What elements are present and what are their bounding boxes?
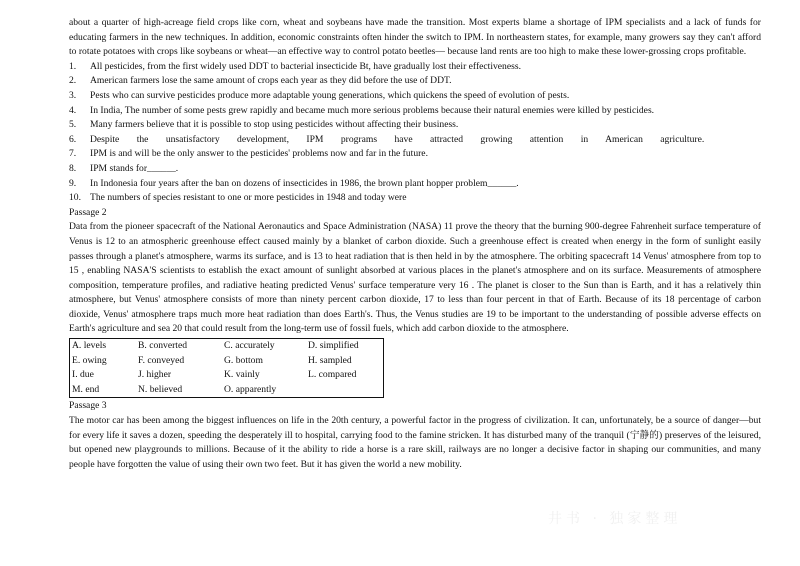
passage2-label: Passage 2 bbox=[69, 206, 107, 218]
question-number: 3. bbox=[69, 89, 77, 101]
question-item bbox=[69, 60, 761, 75]
question-number: 8. bbox=[69, 162, 77, 174]
word-bank-option: F. conveyed bbox=[138, 354, 185, 366]
word-bank-option: N. believed bbox=[138, 383, 183, 395]
question-number: 10. bbox=[69, 192, 81, 204]
word-bank-option: D. simplified bbox=[308, 340, 359, 352]
passage3-text: The motor car has been among the biggest influences on life in the 20th century, a powerful factor in the progress of civilization. It can, unfortunately, be a source of danger—but for every life it saves a dozen, speeding the desperately ill to hospital, carrying food to the famine stricken. It has disturbed many of the tranquil (宁静的) preserves of the leisured, but opened new playgrounds to millions. Because of it the ability to ride a horse is a rare skill, railways are no longer a decisive factor in shaping our communities, and many people have forgotten the value of using their own two feet. But it has given the world a new mobility. bbox=[69, 415, 761, 470]
question-item bbox=[69, 104, 761, 119]
word-bank-option: K. vainly bbox=[224, 369, 260, 381]
word-bank-option: E. owing bbox=[72, 354, 107, 366]
document-page bbox=[69, 16, 761, 472]
question-list bbox=[69, 60, 761, 206]
word-bank-option: A. levels bbox=[72, 340, 107, 352]
question-text: The numbers of species resistant to one or more pesticides in 1948 and today were bbox=[90, 192, 407, 204]
word-bank-option bbox=[306, 383, 383, 398]
passage1-tail: about a quarter of high-acreage field crops like corn, wheat and soybeans have made the transition. Most experts blame a shortage of IPM specialists and a lack of funds for educating farmers in the new techniques. In addition, economic constraints often hinder the switch to IPM. In northeastern states, for example, many growers say they can't afford to rotate potatoes with crops like soybeans or wheat—an effective way to control potato beetles— because land rents are too high to make these lower-grossing crops profitable. bbox=[69, 17, 761, 58]
question-number: 7. bbox=[69, 148, 77, 160]
question-text: All pesticides, from the first widely used DDT to bacterial insecticide Bt, have gradually lost their effectiveness. bbox=[90, 60, 521, 72]
question-text: Pests who can survive pesticides produce more adaptable young generations, which quickens the speed of evolution of pests. bbox=[90, 89, 570, 101]
watermark: 井书 · 独家整理 bbox=[548, 511, 682, 527]
word-bank-row bbox=[70, 383, 384, 398]
word-bank-option: G. bottom bbox=[224, 354, 263, 366]
word-bank-option: I. due bbox=[72, 369, 94, 381]
question-text: IPM stands for______. bbox=[90, 162, 179, 174]
question-text: In Indonesia four years after the ban on dozens of insecticides in 1986, the brown plant hopper problem______. bbox=[90, 177, 519, 189]
question-text: Despite the unsatisfactory development, IPM programs have attracted growing attention in American agriculture. bbox=[90, 133, 705, 145]
question-number: 5. bbox=[69, 119, 77, 131]
question-number: 4. bbox=[69, 104, 77, 116]
question-item bbox=[69, 74, 761, 89]
word-bank-option: H. sampled bbox=[308, 354, 352, 366]
question-item bbox=[69, 162, 761, 177]
question-text: IPM is and will be the only answer to the pesticides' problems now and far in the future. bbox=[90, 148, 428, 160]
question-item bbox=[69, 191, 761, 206]
word-bank-row bbox=[70, 339, 384, 354]
question-number: 9. bbox=[69, 177, 77, 189]
word-bank-option: J. higher bbox=[138, 369, 172, 381]
question-text: Many farmers believe that it is possible to stop using pesticides without affecting their business. bbox=[90, 119, 459, 131]
question-number: 2. bbox=[69, 75, 77, 87]
word-bank-option: M. end bbox=[72, 383, 100, 395]
passage2-text: Data from the pioneer spacecraft of the National Aeronautics and Space Administration (NASA) 11 prove the theory that the burning 900-degree Fahrenheit surface temperature of Venus is 12 to an atmospheric greenhouse effect caused mainly by a blanket of carbon dioxide. Such a greenhouse effect is created when energy in the form of sunlight easily passes through a planet's atmosphere, warms its surface, and is 13 to heat radiation that is then held in by the atmosphere. The orbiting spacecraft 14 Venus' atmosphere from top to 15 , enabling NASA'S scientists to establish the exact amount of sunlight absorbed at various places in the planet's atmosphere and on its surface. Measurements of atmosphere composition, temperature profiles, and radiative heating predicted Venus' surface temperature very 16 . The planet is closer to the Sun than is Earth, and it has a relatively thin atmosphere, but Venus' atmosphere consists of more than ninety percent carbon dioxide, 17 to less than four percent in that of Earth. Because of its 18 percentage of carbon dioxide, Venus' atmosphere traps much more heat radiation than does Earth's. Thus, the Venus studies are 19 to be important to the understanding of possible adverse effects on Earth's agriculture and sea 20 that could result from the long-term use of fossil fuels, which add carbon dioxide to the atmosphere. bbox=[69, 221, 761, 335]
question-number: 6. bbox=[69, 133, 77, 145]
question-item bbox=[69, 89, 761, 104]
word-bank-row bbox=[70, 368, 384, 383]
question-item bbox=[69, 177, 761, 192]
word-bank-option: B. converted bbox=[138, 340, 188, 352]
word-bank-row bbox=[70, 354, 384, 369]
passage3-label: Passage 3 bbox=[69, 400, 107, 412]
word-bank-option: O. apparently bbox=[224, 383, 277, 395]
question-number: 1. bbox=[69, 60, 77, 72]
question-text: In India, The number of some pests grew rapidly and became much more serious problems because their natural enemies were killed by pesticides. bbox=[90, 104, 655, 116]
question-item bbox=[69, 118, 761, 133]
question-item bbox=[69, 147, 761, 162]
word-bank-option: C. accurately bbox=[224, 340, 275, 352]
word-bank-option: L. compared bbox=[308, 369, 357, 381]
question-text: American farmers lose the same amount of crops each year as they did before the use of DDT. bbox=[90, 75, 452, 87]
word-bank-table bbox=[69, 338, 384, 398]
question-item bbox=[69, 133, 761, 148]
